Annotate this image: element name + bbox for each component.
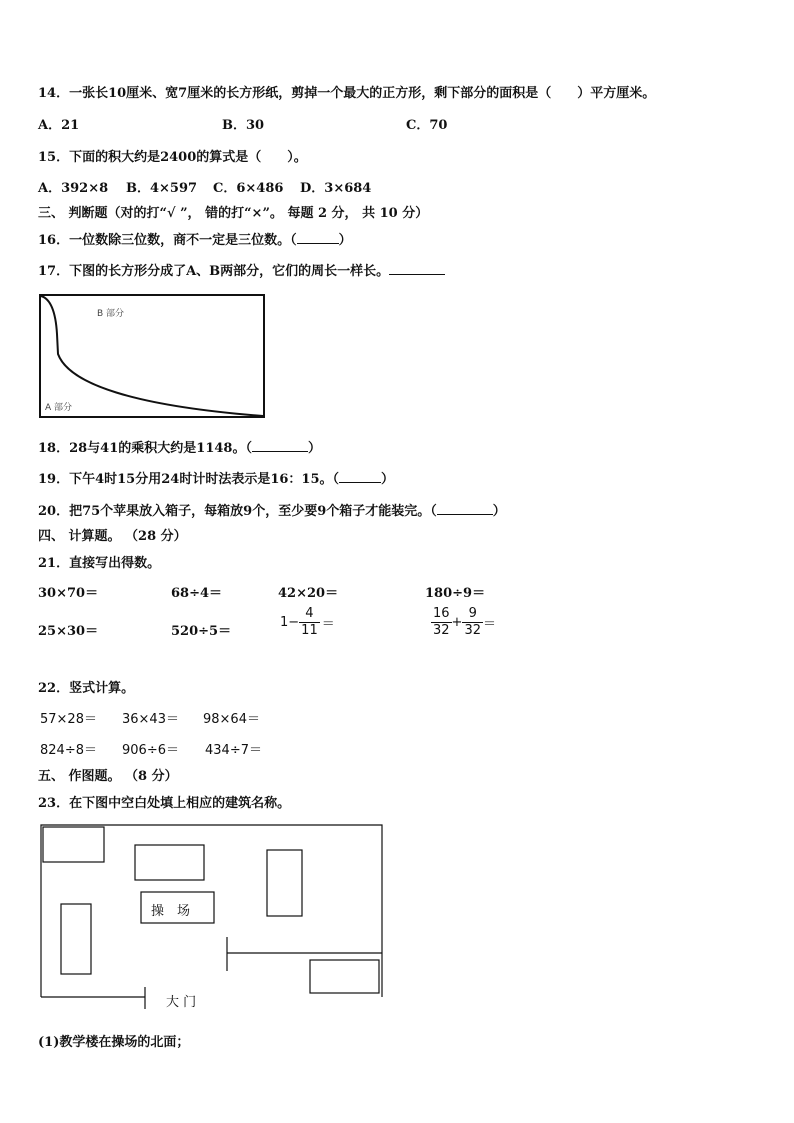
q22-item-2: 36×43＝ (122, 712, 179, 727)
fraction-denominator: 32 (464, 623, 481, 638)
q21-item-6: 520÷5＝ (171, 624, 232, 639)
q18-close: ） (307, 441, 321, 456)
q21-item-7-fraction (299, 606, 320, 639)
q16-close: ） (338, 233, 352, 248)
q21-item-3: 42×20＝ (278, 586, 339, 601)
section-3-title: 三、 判断题（对的打“√ ”， 错的打“×”。 每题 2 分， 共 10 分） (38, 206, 429, 221)
q19 (38, 468, 394, 487)
q22-text: 22．竖式计算。 (38, 681, 135, 696)
q14-option-b[interactable]: B．30 (222, 118, 265, 133)
q15-text: 15．下面的积大约是2400的算式是（ ）。 (38, 150, 307, 165)
q17-rectangle-figure (39, 294, 265, 418)
q21-item-8-plus: + (451, 615, 463, 630)
q20 (38, 500, 506, 519)
q16-answer-blank[interactable] (297, 231, 339, 244)
q16 (38, 229, 352, 248)
q21-item-7 (280, 606, 335, 639)
blank-building-right (267, 850, 302, 916)
q23-sub-question-1: (1)教学楼在操场的北面； (38, 1035, 190, 1050)
fraction-numerator: 16 (433, 606, 450, 621)
q20-close: ） (492, 504, 506, 519)
fraction-denominator: 32 (433, 623, 450, 638)
q19-close: ） (381, 472, 395, 487)
blank-building-bottom-right (310, 960, 379, 993)
q17 (38, 260, 445, 279)
q14-option-c[interactable]: C．70 (406, 118, 448, 133)
fraction-numerator: 4 (299, 606, 320, 623)
q14-text: 14．一张长10厘米、宽7厘米的长方形纸，剪掉一个最大的正方形，剩下部分的面积是（ ）平方厘米。 (38, 86, 656, 101)
gate-label: 大 门 (166, 995, 197, 1010)
q17-rectangle-outline (40, 295, 264, 417)
q23-campus-map (39, 823, 385, 1015)
q22-item-3: 98×64＝ (203, 712, 260, 727)
q23-campus-map-svg (39, 823, 385, 1015)
playground-label: 操 场 (151, 904, 191, 919)
q21-item-7-equals: ＝ (321, 617, 335, 632)
q19-text: 19．下午4时15分用24时计时法表示是16：15。（ (38, 472, 339, 487)
q17-rectangle-svg (39, 294, 265, 418)
q20-text: 20．把75个苹果放入箱子，每箱放9个，至少要9个箱子才能装完。（ (38, 504, 437, 519)
q15-option-b[interactable]: B．4×597 (126, 181, 198, 196)
section-4-title: 四、 计算题。 （28 分） (38, 529, 187, 544)
q15-option-d[interactable]: D．3×684 (300, 181, 372, 196)
q21-item-2: 68÷4＝ (171, 586, 223, 601)
q19-answer-blank[interactable] (339, 470, 381, 483)
q16-text: 16．一位数除三位数，商不一定是三位数。（ (38, 233, 297, 248)
q21-item-4: 180÷9＝ (425, 586, 486, 601)
fraction-numerator: 9 (462, 606, 483, 623)
q15-option-c[interactable]: C．6×486 (213, 181, 284, 196)
q21-text: 21．直接写出得数。 (38, 556, 161, 571)
q18 (38, 437, 321, 456)
q18-text: 18．28与41的乘积大约是1148。（ (38, 441, 252, 456)
q17-answer-blank[interactable] (389, 262, 445, 275)
q14-option-a[interactable]: A．21 (38, 118, 80, 133)
campus-outer-wall (41, 825, 382, 997)
q18-answer-blank[interactable] (252, 439, 308, 452)
q15-option-a[interactable]: A．392×8 (38, 181, 109, 196)
q17-label-b: B 部分 (97, 309, 125, 319)
q22-item-4: 824÷8＝ (40, 743, 97, 758)
blank-building-top-center (135, 845, 204, 880)
q21-item-8-fraction-1 (431, 606, 452, 639)
section-5-title: 五、 作图题。 （8 分） (38, 769, 178, 784)
q21-item-7-prefix: 1− (280, 615, 300, 630)
q21-item-8 (431, 606, 496, 639)
q22-item-1: 57×28＝ (40, 712, 97, 727)
q21-item-1: 30×70＝ (38, 586, 99, 601)
q23-text: 23．在下图中空白处填上相应的建筑名称。 (38, 796, 291, 811)
q21-item-8-fraction-2 (462, 606, 483, 639)
q22-item-5: 906÷6＝ (122, 743, 179, 758)
q20-answer-blank[interactable] (437, 502, 493, 515)
blank-building-left (61, 904, 91, 974)
fraction-denominator: 11 (301, 623, 318, 638)
q21-item-8-equals: ＝ (483, 617, 497, 632)
blank-building-top-left (43, 827, 104, 862)
q17-text: 17．下图的长方形分成了A、B两部分，它们的周长一样长。 (38, 264, 390, 279)
q21-item-5: 25×30＝ (38, 624, 99, 639)
q22-item-6: 434÷7＝ (205, 743, 262, 758)
q17-label-a: A 部分 (45, 403, 73, 413)
